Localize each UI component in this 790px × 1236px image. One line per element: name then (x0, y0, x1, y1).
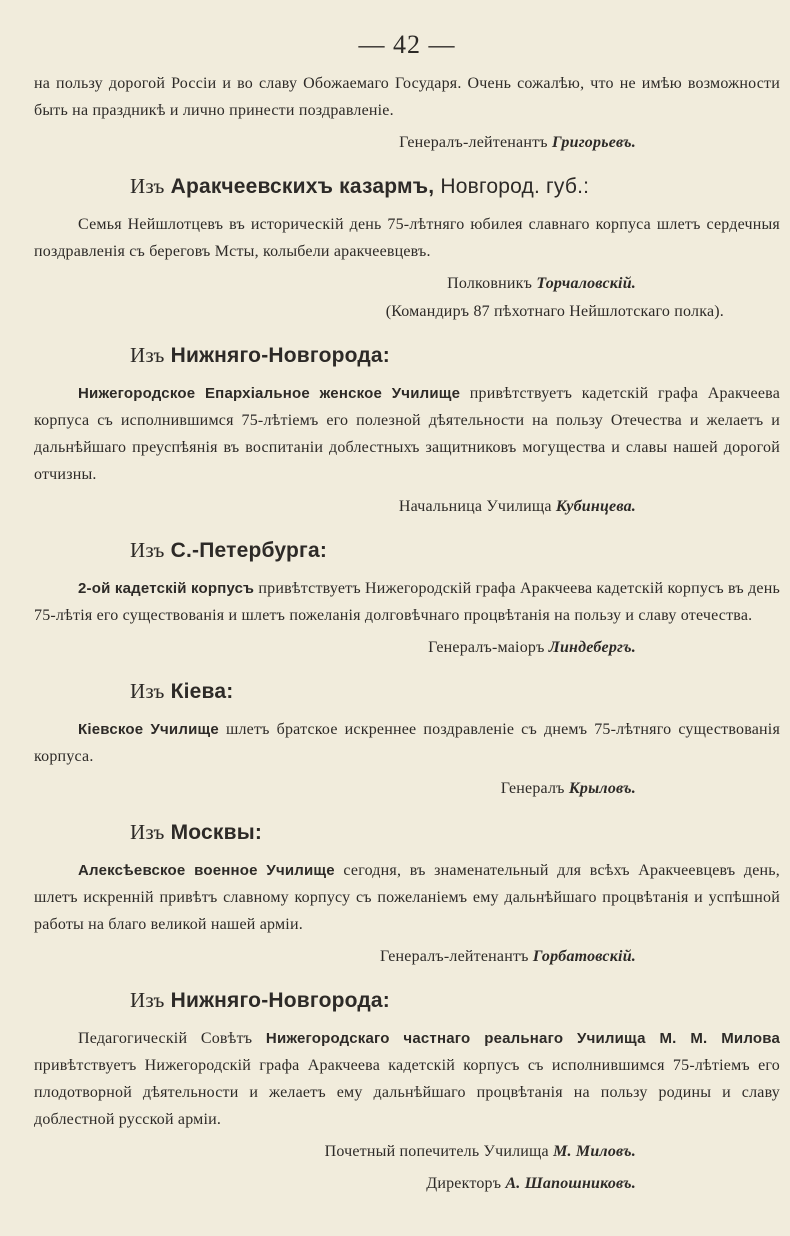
section-paragraph: Кіевское Училище шлетъ братское искреннее поздравленіе съ днемъ 75-лѣтняго существованія корпуса. (34, 721, 781, 765)
section-paragraph: Семья Нейшлотцевъ въ историческій день 75-лѣтняго юбилея славнаго корпуса шлетъ сердечныя поздравленія съ береговъ Мсты, колыбели аракчеевцевъ. (34, 216, 780, 260)
section-signature: Генералъ-лейтенантъ Горбатовскій. (379, 948, 636, 965)
section-signature: Генералъ-маіоръ Линдебергъ. (428, 639, 636, 656)
section-signature: Почетный попечитель Училища М. Миловъ. (324, 1143, 636, 1160)
section-paragraph: 2-ой кадетскій корпусъ привѣтствуетъ Нижегородскій графа Аракчеева кадетскій корпусъ въ день 75-лѣтія его существованія и шлетъ пожеланія долговѣчнаго процвѣтанія на пользу и славу отечества. (34, 580, 780, 624)
section-signature: Начальница Училища Кубинцева. (398, 498, 636, 515)
section-heading: Изъ Кіева: (130, 679, 234, 703)
section-signature: Генералъ Крыловъ. (500, 780, 636, 797)
page-number: — 42 — (358, 30, 456, 59)
document-body (34, 70, 780, 1197)
section-paragraph: Педагогическій Совѣтъ Нижегородскаго частнаго реальнаго Училища М. М. Милова привѣтствуетъ Нижегородскій графа Аракчеева кадетскій корпусъ съ исполнившимся 75-лѣтіемъ его плодотворной дѣятельности и желаетъ ему дальнѣйшаго процвѣтанія на пользу родины и славу доблестной русской арміи. (34, 1030, 780, 1128)
section-paragraph: Нижегородское Епархіальное женское Училище привѣтствуетъ кадетскій графа Аракчеева корпуса съ исполнившимся 75-лѣтіемъ его полезной дѣятельности на пользу Отечества и желаетъ и дальнѣйшаго преуспѣянія въ воспитаніи доблестныхъ защитниковъ могущества и славы нашей дорогой отчизны. (34, 385, 780, 483)
section-heading: Изъ Нижняго-Новгорода: (130, 343, 390, 367)
intro-signature: Генералъ-лейтенантъ Григорьевъ. (399, 134, 636, 151)
section-signature: Директоръ А. Шапошниковъ. (426, 1175, 636, 1192)
section-heading: Изъ Нижняго-Новгорода: (130, 988, 390, 1012)
section-heading: Изъ Москвы: (130, 820, 263, 844)
section-paragraph: Алексѣевское военное Училище сегодня, въ знаменательный для всѣхъ Аракчеевцевъ день, шлетъ искренній привѣтъ славному корпусу съ пожеланіемъ ему дальнѣйшаго процвѣтанія и успѣшной работы на благо великой нашей арміи. (34, 862, 780, 933)
section-heading: Изъ Аракчеевскихъ казармъ, Новгород. губ.: (130, 174, 590, 198)
section-note: (Командиръ 87 пѣхотнаго Нейшлотскаго полка). (385, 303, 724, 320)
intro-paragraph: на пользу дорогой Россіи и во славу Обожаемаго Государя. Очень сожалѣю, что не имѣю возможности быть на праздникѣ и лично принести поздравленіе. (34, 75, 780, 119)
section-heading: Изъ С.-Петербурга: (130, 538, 328, 562)
section-signature: Полковникъ Торчаловскій. (447, 275, 636, 292)
